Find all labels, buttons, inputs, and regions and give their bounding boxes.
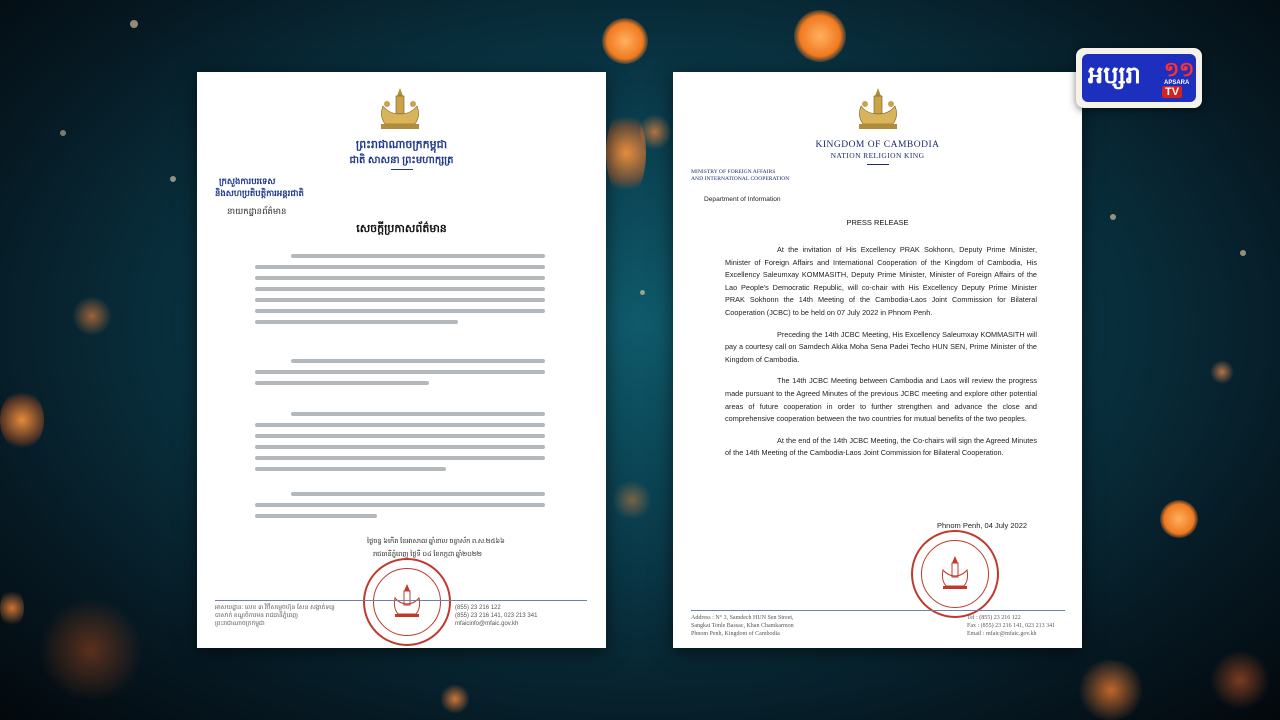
department-label: Department of Information (704, 196, 781, 203)
footer-tel: (855) 23 216 122 (455, 605, 501, 611)
footer-contact (455, 604, 595, 628)
footer-address-line-1: Address : N° 3, Samdech HUN Sen Street, (691, 615, 794, 621)
press-release-english (673, 72, 1082, 648)
royal-crest-icon (375, 86, 425, 132)
channel-logo-sub: APSARA (1164, 80, 1190, 86)
national-motto: NATION RELIGION KING (830, 151, 925, 160)
footer-address-line-2: Sangkat Tonle Bassac, Khan Chamkarmon (691, 623, 794, 629)
footer-divider (215, 600, 587, 601)
ministry-line-1: ក្រសួងការបរទេស (219, 176, 276, 186)
channel-logo-panel (1082, 54, 1196, 102)
en-paragraph-4: At the end of the 14th JCBC Meeting, the Co-chairs will sign the Agreed Minutes of the 14th Meeting of the Cambodia-Laos Joint Commission for Bilateral Cooperation. (725, 435, 1037, 458)
ornament-divider (391, 169, 413, 170)
release-date: Phnom Penh, 04 July 2022 (937, 521, 1028, 530)
national-motto: ជាតិ សាសនា ព្រះមហាក្សត្រ (349, 155, 454, 166)
date-lunar: ថ្ងៃចន្ទ ៦កើត ខែអាសាឍ ឆ្នាំខាល ចត្វាស័ក ព.ស.២៥៦៦ (367, 538, 505, 545)
channel-logo-khmer: អប្សរា (1088, 61, 1141, 89)
footer-contact (967, 614, 1077, 638)
footer-address: អាសយដ្ឋាន: លេខ ៣ វិថីសម្តេចហ៊ុន សែន សង្កាត់ទន្លេបាសាក់ ខណ្ឌចំការមន រាជធានីភ្នំពេញ ព្រះរាជាណាចក្រកម្ពុជា (215, 605, 335, 627)
channel-logo (1076, 48, 1202, 108)
channel-logo-number: ១១ (1164, 57, 1195, 81)
department-label: នាយកដ្ឋានព័ត៌មាន (227, 206, 287, 216)
ministry-line-2: AND INTERNATIONAL COOPERATION (691, 176, 790, 182)
official-seal-stamp (911, 530, 999, 618)
footer-address-line-3: Phnom Penh, Kingdom of Cambodia (691, 631, 780, 637)
paragraph-2 (255, 359, 545, 392)
paragraph-3 (255, 412, 545, 478)
document-title: សេចក្តីប្រកាសព័ត៌មាន (356, 223, 447, 235)
official-seal-stamp (363, 558, 451, 646)
footer-address (691, 614, 841, 638)
paragraph-1 (255, 254, 545, 331)
ornament-divider (867, 164, 889, 165)
channel-logo-tv: TV (1162, 86, 1182, 98)
document-title: PRESS RELEASE (846, 218, 909, 227)
royal-crest-icon (853, 86, 903, 132)
footer-fax: Fax : (855) 23 216 141, 023 213 341 (967, 623, 1056, 629)
footer-divider (691, 610, 1065, 611)
press-release-body (725, 244, 1037, 469)
footer-email: mfaicinfo@mfaic.gov.kh (455, 621, 519, 627)
ministry-line-2: និងសហប្រតិបត្តិការអន្តរជាតិ (215, 188, 304, 198)
en-paragraph-2: Preceding the 14th JCBC Meeting, His Excellency Saleumxay KOMMASITH will pay a courtesy call on Samdech Akka Moha Sena Padei Techo HUN SEN, Prime Minister of the Kingdom of Cambodia. (725, 329, 1037, 364)
en-paragraph-3: The 14th JCBC Meeting between Cambodia and Laos will review the progress made pursuant to the Agreed Minutes of the previous JCBC meeting and explore other potential areas of future cooperation in order to further strengthen and advance the close and comprehensive cooperation between the two countries for mutual benefits of the two peoples. (725, 376, 1037, 424)
press-release-khmer (197, 72, 606, 648)
seal-crest-icon (939, 554, 971, 592)
ministry-line-1: MINISTRY OF FOREIGN AFFAIRS (691, 169, 776, 175)
en-paragraph-1: At the invitation of His Excellency PRAK Sokhonn, Deputy Prime Minister, Minister of Foreign Affairs and International Cooperation of the Kingdom of Cambodia, His Excellency Saleumxay KOMMASITH, Deputy Prime Minister, Minister of Foreign Affairs of the Lao People's Democratic Republic, will co-chair with His Excellency Deputy Prime Minister PRAK Sokhonn the 14th Meeting of the Cambodia-Laos Joint Commission for Bilateral Cooperation (JCBC) to be held on 07 July 2022 in Phnom Penh. (725, 245, 1037, 317)
kingdom-title: KINGDOM OF CAMBODIA (815, 140, 940, 150)
paragraph-4 (255, 492, 545, 525)
footer-tel: Tel : (855) 23 216 122 (967, 615, 1021, 621)
footer-email: Email : mfaic@mfaic.gov.kh (967, 631, 1037, 637)
date-solar: រាជធានីភ្នំពេញ ថ្ងៃទី ០៤ ខែកក្កដា ឆ្នាំ២០២២ (373, 551, 482, 558)
seal-crest-icon (391, 582, 423, 620)
footer-fax: (855) 23 216 141, 023 213 341 (455, 613, 538, 619)
kingdom-title: ព្រះរាជាណាចក្រកម្ពុជា (355, 139, 448, 151)
